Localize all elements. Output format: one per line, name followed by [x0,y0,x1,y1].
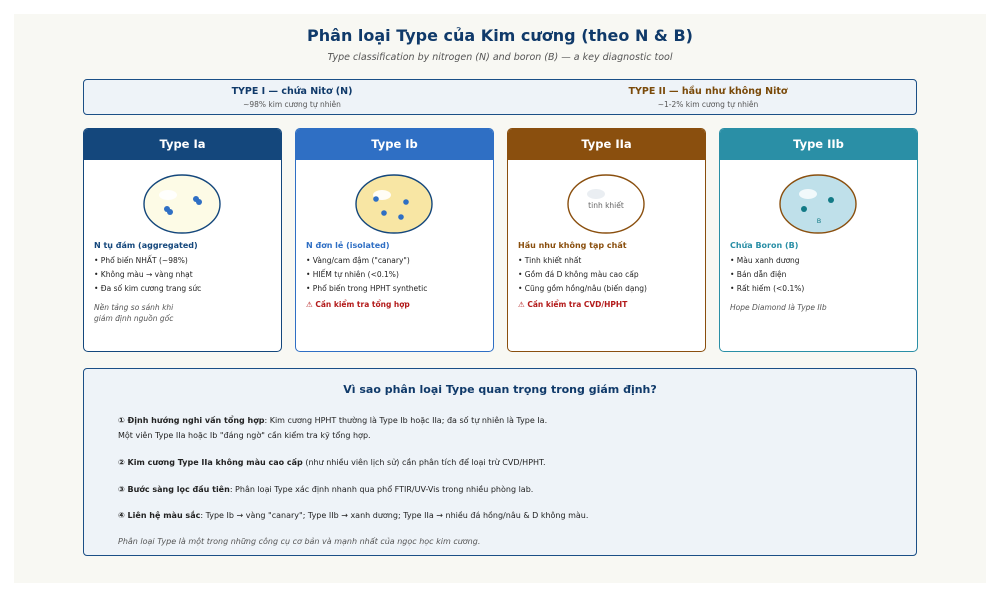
card-ia-item: • Không màu → vàng nhạt [94,270,193,279]
card-ia-heading: N tụ đám (aggregated) [94,241,198,250]
diamond-ia-diagram [84,173,281,237]
card-ia-body [94,241,276,324]
nitrogen-dot [373,196,379,202]
card-iib-note: Hope Diamond là Type IIb [730,303,827,312]
why-item [118,482,533,497]
boron-label: B [816,217,822,225]
card-ib-body [306,241,488,309]
card-ib-item: • Phổ biến trong HPHT synthetic [306,284,428,293]
diamond-ia-body [144,175,220,233]
type1-percentage: ~98% kim cương tự nhiên [243,100,341,109]
card-ia-item: • Phổ biến NHẤT (~98%) [94,256,188,265]
card-type-iib [719,128,918,352]
why-title: Vì sao phân loại Type quan trọng trong giám định? [343,383,657,396]
card-iia-heading: Hầu như không tạp chất [518,241,627,250]
why-item-text: Một viên Type IIa hoặc Ib "đáng ngờ" cần kiểm tra kỹ tổng hợp. [118,431,371,440]
type2-label: TYPE II — hầu như không Nitơ [628,86,788,97]
type1-label: TYPE I — chứa Nitơ (N) [231,86,353,97]
why-footer: Phân loại Type là một trong những công cụ cơ bản và mạnh nhất của ngọc học kim cương. [118,537,481,546]
why-item-bold: ④ Liên hệ màu sắc [118,511,201,520]
why-item-bold: ③ Bước sàng lọc đầu tiên [118,485,230,494]
boron-dot [801,206,807,212]
card-iia-item: • Gồm đá D không màu cao cấp [518,270,639,279]
card-ia-note [94,302,276,324]
type-classification-bar [83,79,917,115]
nitrogen-dot [403,199,409,205]
why-item [118,508,588,523]
card-type-ib [295,128,494,352]
card-iia-title: Type IIa [508,129,705,160]
card-ia-title: Type Ia [84,129,281,160]
card-iia-body [518,241,700,309]
boron-dot [828,197,834,203]
type1-column [142,86,442,109]
card-iib-title: Type IIb [720,129,917,160]
why-item [118,413,547,443]
page-subtitle: Type classification by nitrogen (N) and boron (B) — a key diagnostic tool [327,52,673,63]
card-ib-item: • HIẾM tự nhiên (<0.1%) [306,270,399,279]
card-ia-note-line: Nền tảng so sánh khi [94,303,174,312]
diamond-iia-label: tinh khiết [588,201,624,210]
card-iib-item: • Bán dẫn điện [730,270,787,279]
nitrogen-dot [167,209,173,215]
diamond-iia-highlight [587,189,605,199]
card-type-iia [507,128,706,352]
diamond-ia-highlight [159,190,177,200]
diamond-ib-diagram [296,173,493,237]
why-item [118,455,546,470]
card-ib-heading: N đơn lẻ (isolated) [306,241,390,250]
card-type-ia [83,128,282,352]
nitrogen-dot [196,199,202,205]
diamond-ib-body [356,175,432,233]
nitrogen-dot [398,214,404,220]
card-iia-item: • Tinh khiết nhất [518,256,582,265]
card-ia-item: • Đa số kim cương trang sức [94,284,202,293]
why-item-text: : Kim cương HPHT thường là Type Ib hoặc IIa; đa số tự nhiên là Type Ia. [264,416,548,425]
card-iib-heading: Chứa Boron (B) [730,241,799,250]
diamond-iib-highlight [799,189,817,199]
why-item-bold: ① Định hướng nghi vấn tổng hợp [118,416,265,425]
nitrogen-dot [381,210,387,216]
why-item-text: : Type Ib → vàng "canary"; Type IIb → xanh dương; Type IIa → nhiều đá hồng/nâu & D không màu. [200,511,589,520]
why-section [83,368,917,556]
diamond-iib-diagram [720,173,917,237]
diamond-iia-diagram [508,173,705,237]
card-ia-note-line: giám định nguồn gốc [94,314,174,323]
why-item-text: : Phân loại Type xác định nhanh qua phổ FTIR/UV-Vis trong nhiều phòng lab. [229,485,534,494]
page-title: Phân loại Type của Kim cương (theo N & B) [307,26,693,45]
why-item-text: (như nhiều viên lịch sử) cần phân tích để loại trừ CVD/HPHT. [302,458,546,467]
card-iib-item: • Màu xanh dương [730,256,800,265]
type2-column [558,86,858,109]
card-ib-warning: ⚠ Cần kiểm tra tổng hợp [306,300,410,309]
why-item-bold: ② Kim cương Type IIa không màu cao cấp [118,458,303,467]
card-iib-item: • Rất hiếm (<0.1%) [730,284,805,293]
card-iib-body [730,241,912,313]
card-ib-item: • Vàng/cam đậm ("canary") [306,256,410,265]
card-ib-title: Type Ib [296,129,493,160]
type2-percentage: ~1-2% kim cương tự nhiên [657,100,759,109]
card-iia-item: • Cũng gồm hồng/nâu (biến dạng) [518,284,647,293]
card-iia-warning: ⚠ Cần kiểm tra CVD/HPHT [518,300,628,309]
